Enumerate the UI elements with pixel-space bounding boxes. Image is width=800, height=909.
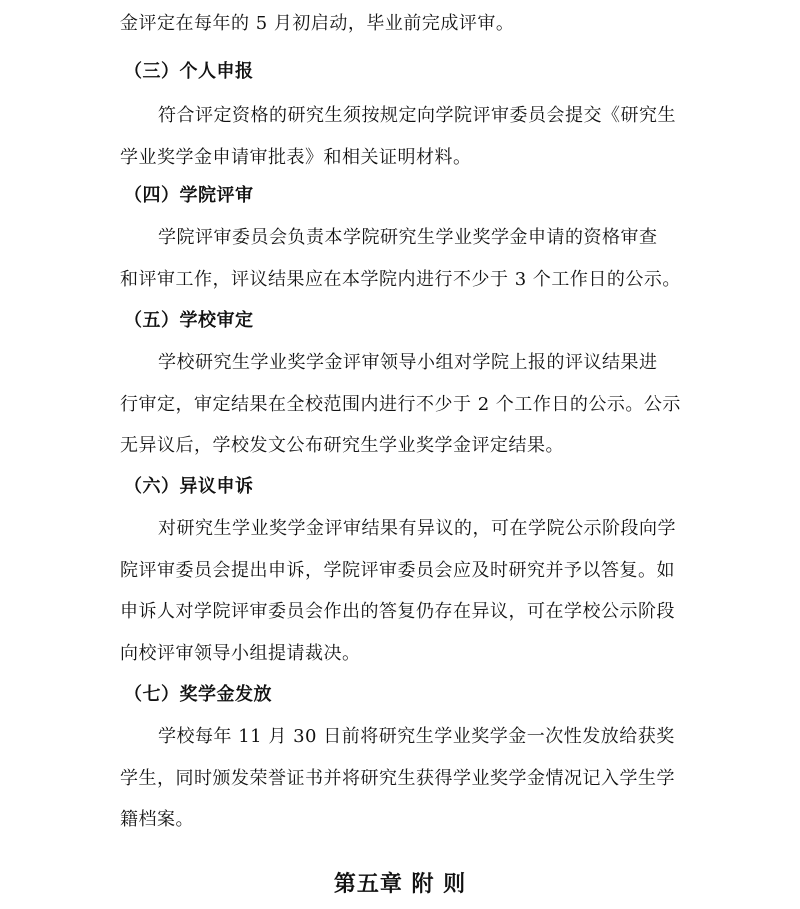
paragraph-line: 籍档案。 <box>120 809 194 830</box>
paragraph-line: 学校每年 11 月 30 日前将研究生学业奖学金一次性发放给获奖 <box>158 726 675 747</box>
paragraph-line: 院评审委员会提出申诉，学院评审委员会应及时研究并予以答复。如 <box>120 560 675 581</box>
paragraph-line: 学业奖学金申请审批表》和相关证明材料。 <box>120 147 472 168</box>
paragraph-line: 学生，同时颁发荣誉证书并将研究生获得学业奖学金情况记入学生学 <box>120 768 675 789</box>
paragraph-line: 学校研究生学业奖学金评审领导小组对学院上报的评议结果进 <box>158 352 658 373</box>
section-heading: （六）异议申诉 <box>124 476 254 497</box>
paragraph-line: 行审定，审定结果在全校范围内进行不少于 2 个工作日的公示。公示 <box>120 394 681 415</box>
paragraph-line: 无异议后，学校发文公布研究生学业奖学金评定结果。 <box>120 435 564 456</box>
section-heading: （五）学校审定 <box>124 310 254 331</box>
paragraph-line: 和评审工作，评议结果应在本学院内进行不少于 3 个工作日的公示。 <box>120 269 681 290</box>
paragraph-line: 向校评审领导小组提请裁决。 <box>120 643 361 664</box>
paragraph-line: 对研究生学业奖学金评审结果有异议的，可在学院公示阶段向学 <box>158 518 676 539</box>
paragraph-line: 申诉人对学院评审委员会作出的答复仍存在异议，可在学校公示阶段 <box>120 601 675 622</box>
section-heading: （七）奖学金发放 <box>124 684 272 705</box>
paragraph-line: 学院评审委员会负责本学院研究生学业奖学金申请的资格审查 <box>158 227 658 248</box>
section-heading: （三）个人申报 <box>124 61 254 82</box>
chapter-title: 第五章 附 则 <box>333 871 467 897</box>
paragraph-line: 金评定在每年的 5 月初启动，毕业前完成评审。 <box>120 13 515 34</box>
section-heading: （四）学院评审 <box>124 185 254 206</box>
paragraph-line: 符合评定资格的研究生须按规定向学院评审委员会提交《研究生 <box>158 105 676 126</box>
